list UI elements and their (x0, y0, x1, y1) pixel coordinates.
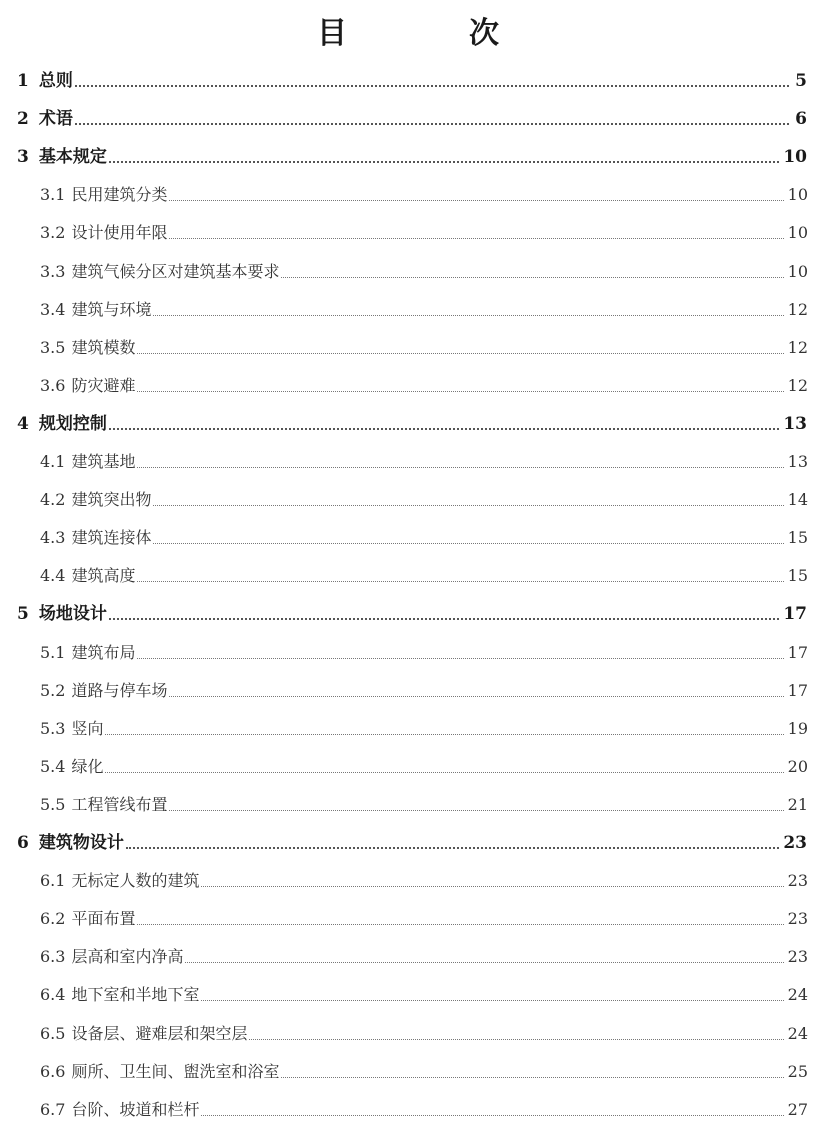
toc-page-number: 10 (787, 223, 808, 243)
toc-entry-title: 建筑布局 (71, 642, 136, 662)
dot-leader (75, 123, 789, 125)
toc-entry-label (40, 680, 167, 702)
toc-section-row[interactable] (40, 792, 808, 816)
toc-entry-title: 民用建筑分类 (71, 185, 168, 205)
dot-leader (281, 1077, 783, 1078)
toc-entry-number: 4 (17, 413, 29, 434)
toc-entry-label (40, 451, 135, 473)
toc-entry-title: 道路与停车场 (71, 680, 168, 700)
toc-entry-title: 平面布置 (71, 909, 136, 929)
toc-entry-label (40, 375, 135, 397)
toc-entry-title: 建筑物设计 (38, 833, 124, 853)
toc-entry-label (40, 718, 103, 740)
toc-page-number: 17 (787, 642, 808, 662)
toc-entry-label (40, 984, 199, 1006)
toc-entry-label (40, 184, 167, 206)
toc-entry-title: 总则 (38, 71, 73, 91)
toc-section-row[interactable] (40, 525, 808, 549)
toc-entry-title: 防灾避难 (71, 375, 136, 395)
toc-entry-number: 6 (17, 833, 29, 853)
dot-leader (109, 161, 779, 163)
toc-page-number: 10 (783, 147, 807, 168)
toc-entry-title: 厕所、卫生间、盥洗室和浴室 (71, 1061, 280, 1081)
toc-entry-label (40, 1099, 199, 1121)
toc-entry-number: 6.7 (40, 1099, 66, 1119)
dot-leader (137, 581, 783, 582)
dot-leader (153, 505, 783, 506)
toc-entry-label (17, 70, 73, 92)
toc-entry-number: 5.2 (40, 680, 66, 700)
dot-leader (109, 428, 779, 430)
toc-page-number: 23 (787, 909, 808, 929)
dot-leader (249, 1039, 783, 1040)
toc-page-number: 17 (787, 680, 808, 700)
toc-section-row[interactable] (40, 754, 808, 778)
toc-entry-title: 建筑高度 (71, 566, 136, 586)
toc-entry-label (40, 794, 167, 816)
toc-entry-number: 3.4 (40, 299, 66, 319)
toc-entry-title: 建筑模数 (71, 337, 136, 357)
toc-entry-number: 3.1 (40, 185, 66, 205)
toc-entry-title: 建筑基地 (71, 452, 136, 471)
toc-entry-title: 地下室和半地下室 (71, 985, 200, 1005)
toc-entry-label (17, 108, 73, 130)
toc-page-number: 13 (787, 452, 808, 471)
toc-section-row[interactable] (40, 297, 808, 321)
toc-page-number: 14 (787, 490, 808, 510)
toc-page-number: 21 (787, 794, 808, 814)
toc-entry-title: 设计使用年限 (71, 223, 168, 243)
dot-leader (201, 1000, 783, 1001)
toc-page-number: 25 (787, 1061, 808, 1081)
dot-leader (185, 962, 783, 963)
toc-page-number: 24 (787, 985, 808, 1005)
toc-page-number: 12 (787, 375, 808, 395)
toc-chapter-row[interactable] (17, 68, 807, 92)
toc-section-row[interactable] (40, 563, 808, 587)
dot-leader (153, 543, 783, 544)
toc-chapter-row[interactable] (17, 830, 807, 854)
toc-section-row[interactable] (40, 1097, 808, 1121)
dot-leader (137, 658, 783, 659)
toc-entry-number: 1 (17, 71, 29, 91)
toc-entry-label (17, 413, 107, 435)
toc-page-number: 23 (787, 871, 808, 891)
toc-entry-title: 竖向 (71, 718, 104, 738)
toc-entry-number: 2 (17, 109, 29, 130)
toc-entry-number: 3.5 (40, 337, 66, 357)
dot-leader (109, 618, 779, 620)
dot-leader (126, 847, 779, 849)
toc-page-number: 6 (795, 109, 807, 130)
toc-chapter-row[interactable] (17, 601, 807, 625)
dot-leader (153, 315, 783, 316)
toc-section-row[interactable] (40, 982, 808, 1006)
toc-entry-label (17, 603, 107, 625)
toc-page-number: 24 (787, 1023, 808, 1043)
toc-entry-number: 3.3 (40, 261, 66, 281)
toc-entry-label (40, 299, 151, 321)
page-title: 目 次 (317, 16, 545, 51)
toc-section-row[interactable] (40, 716, 808, 740)
toc-entry-number: 6.4 (40, 985, 66, 1005)
toc-page-number: 10 (787, 261, 808, 281)
toc-section-row[interactable] (40, 944, 808, 968)
toc-section-row[interactable] (40, 678, 808, 702)
toc-section-row[interactable] (40, 868, 808, 892)
toc-page-number: 17 (783, 604, 807, 625)
dot-leader (169, 696, 783, 697)
dot-leader (169, 238, 783, 239)
toc-entry-title: 绿化 (71, 756, 104, 776)
toc-entry-title: 设备层、避难层和架空层 (71, 1023, 248, 1043)
toc-section-row[interactable] (40, 449, 808, 473)
toc-entry-label (40, 756, 103, 778)
toc-entry-number: 3 (17, 147, 29, 168)
toc-page-number: 23 (787, 947, 808, 967)
toc-section-row[interactable] (40, 1021, 808, 1045)
dot-leader (137, 924, 783, 925)
toc-section-row[interactable] (40, 335, 808, 359)
toc-entry-title: 无标定人数的建筑 (71, 871, 200, 891)
toc-entry-number: 5 (17, 604, 29, 625)
toc-entry-label (40, 946, 183, 968)
toc-entry-label (40, 642, 135, 664)
toc-entry-number: 3.2 (40, 223, 66, 243)
dot-leader (105, 772, 783, 773)
dot-leader (201, 1115, 783, 1116)
toc-entry-number: 6.6 (40, 1061, 66, 1081)
toc-entry-title: 规划控制 (38, 413, 107, 434)
dot-leader (137, 467, 783, 468)
toc-entry-number: 6.3 (40, 947, 66, 967)
toc-entry-number: 6.2 (40, 909, 66, 929)
toc-section-row[interactable] (40, 487, 808, 511)
toc-section-row[interactable] (40, 220, 808, 244)
toc-entry-title: 层高和室内净高 (71, 947, 184, 967)
toc-page-number: 10 (787, 185, 808, 205)
toc-entry-number: 4.2 (40, 490, 66, 510)
toc-chapter-row[interactable] (17, 106, 807, 130)
toc-entry-label (40, 1061, 279, 1083)
toc-page-number: 13 (783, 413, 807, 434)
toc-entry-title: 建筑与环境 (71, 299, 152, 319)
toc-entry-label (40, 261, 279, 283)
toc-page-number: 12 (787, 299, 808, 319)
toc-page-number: 27 (787, 1099, 808, 1119)
toc-chapter-row[interactable] (17, 411, 807, 435)
toc-page-number: 5 (795, 71, 807, 91)
toc-entry-label (40, 1023, 247, 1045)
toc-section-row[interactable] (40, 373, 808, 397)
toc-page-number: 23 (783, 833, 807, 853)
toc-section-row[interactable] (40, 259, 808, 283)
dot-leader (281, 277, 783, 278)
toc-entry-label (40, 337, 135, 359)
toc-entry-number: 4.3 (40, 528, 66, 548)
toc-entry-label (17, 146, 107, 168)
toc-entry-number: 5.3 (40, 718, 66, 738)
toc-entry-number: 6.5 (40, 1023, 66, 1043)
toc-entry-label (40, 527, 151, 549)
toc-page-number: 15 (787, 566, 808, 586)
toc-entry-number: 5.4 (40, 756, 66, 776)
toc-entry-title: 基本规定 (38, 147, 107, 168)
toc-entry-label (40, 489, 151, 511)
dot-leader (137, 353, 783, 354)
dot-leader (169, 200, 783, 201)
toc-entry-label (17, 832, 124, 854)
toc-entry-number: 3.6 (40, 375, 66, 395)
toc-entry-title: 建筑气候分区对建筑基本要求 (71, 261, 280, 281)
dot-leader (105, 734, 783, 735)
toc-entry-title: 建筑连接体 (71, 528, 152, 548)
toc-entry-label (40, 222, 167, 244)
toc-section-row[interactable] (40, 640, 808, 664)
toc-entry-title: 术语 (38, 109, 73, 130)
toc-entry-title: 场地设计 (38, 604, 107, 625)
toc-entry-number: 4.4 (40, 566, 66, 586)
toc-section-row[interactable] (40, 182, 808, 206)
toc-entry-title: 台阶、坡道和栏杆 (71, 1099, 200, 1119)
toc-page-number: 19 (787, 718, 808, 738)
dot-leader (169, 810, 783, 811)
toc-chapter-row[interactable] (17, 144, 807, 168)
toc-page-number: 20 (787, 756, 808, 776)
toc-section-row[interactable] (40, 906, 808, 930)
toc-entry-label (40, 908, 135, 930)
toc-entry-number: 5.5 (40, 794, 66, 814)
toc-section-row[interactable] (40, 1059, 808, 1083)
dot-leader (137, 391, 783, 392)
toc-page-number: 15 (787, 528, 808, 548)
toc-page-number: 12 (787, 337, 808, 357)
dot-leader (75, 85, 789, 87)
toc-entry-label (40, 565, 135, 587)
toc-entry-title: 工程管线布置 (71, 794, 168, 814)
toc-entry-title: 建筑突出物 (71, 490, 152, 510)
toc-entry-number: 4.1 (40, 452, 66, 471)
toc-entry-number: 6.1 (40, 871, 66, 891)
dot-leader (201, 886, 783, 887)
toc-entry-label (40, 870, 199, 892)
toc-entry-number: 5.1 (40, 642, 66, 662)
